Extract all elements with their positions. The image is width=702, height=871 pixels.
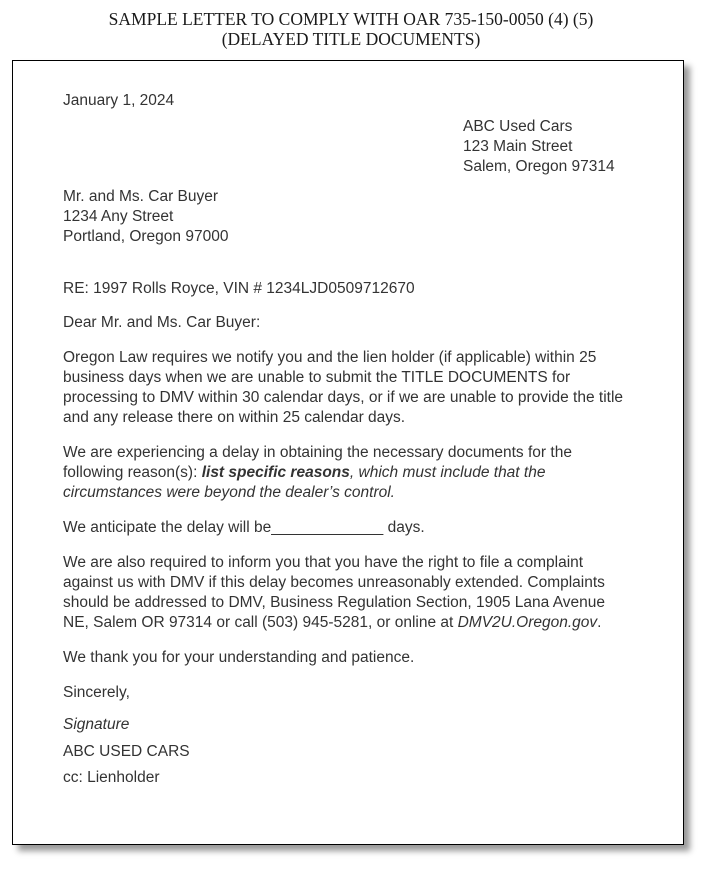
text-segment: We thank you for your understanding and patience. [63, 649, 415, 666]
text-segment: , which must include that the circumstances were beyond the dealer’s control. [63, 464, 546, 501]
salutation: Dear Mr. and Ms. Car Buyer: [63, 314, 261, 331]
sender-city: Salem, Oregon 97314 [463, 158, 615, 175]
closing: Sincerely, [63, 684, 130, 701]
document-title-line1: SAMPLE LETTER TO COMPLY WITH OAR 735-150-0050 (4) (5) [108, 9, 594, 29]
recipient-address-block [63, 187, 635, 247]
text-segment: We are experiencing a delay in obtaining the necessary documents for the following reason(s): [63, 444, 572, 481]
text-segment: DMV2U.Oregon.gov [457, 614, 598, 631]
paragraph-delay-reason [63, 443, 635, 503]
letter-date: January 1, 2024 [63, 92, 175, 109]
recipient-name: Mr. and Ms. Car Buyer [63, 188, 219, 205]
paragraph-delay-duration [63, 518, 635, 538]
signature-placeholder: Signature [63, 716, 130, 733]
text-segment: . [597, 614, 602, 631]
sender-address-block [463, 117, 635, 177]
document-title-line2: (DELAYED TITLE DOCUMENTS) [221, 28, 481, 49]
re-line: RE: 1997 Rolls Royce, VIN # 1234LJD0509712670 [63, 280, 415, 297]
recipient-street: 1234 Any Street [63, 208, 174, 225]
text-segment: We are also required to inform you that you have the right to file a complaint against us with DMV if this delay becomes unreasonably extended. Complaints should be addressed to DMV, Business Regulation Section, 1905 Lana Avenue NE, Salem OR 97314 or call (503) 945-5281, or online at [63, 554, 606, 631]
sender-street: 123 Main Street [463, 138, 573, 155]
letter-page [12, 60, 684, 845]
paragraph-complaint-rights [63, 553, 635, 633]
text-segment: Oregon Law requires we notify you and the lien holder (if applicable) within 25 business days when we are unable to submit the TITLE DOCUMENTS for processing to DMV within 30 calendar days, or if we are unable to provide the title and any release there on within 25 calendar days. [63, 349, 624, 426]
document-title [0, 0, 702, 49]
text-segment: We anticipate the delay will be_____________ days. [63, 519, 425, 536]
paragraph-thanks [63, 648, 635, 668]
recipient-city: Portland, Oregon 97000 [63, 228, 229, 245]
paragraph-notification-requirement [63, 348, 635, 428]
company-name: ABC USED CARS [63, 743, 190, 760]
cc-line: cc: Lienholder [63, 769, 160, 786]
text-segment: list specific reasons [201, 464, 350, 481]
sender-name: ABC Used Cars [463, 118, 573, 135]
